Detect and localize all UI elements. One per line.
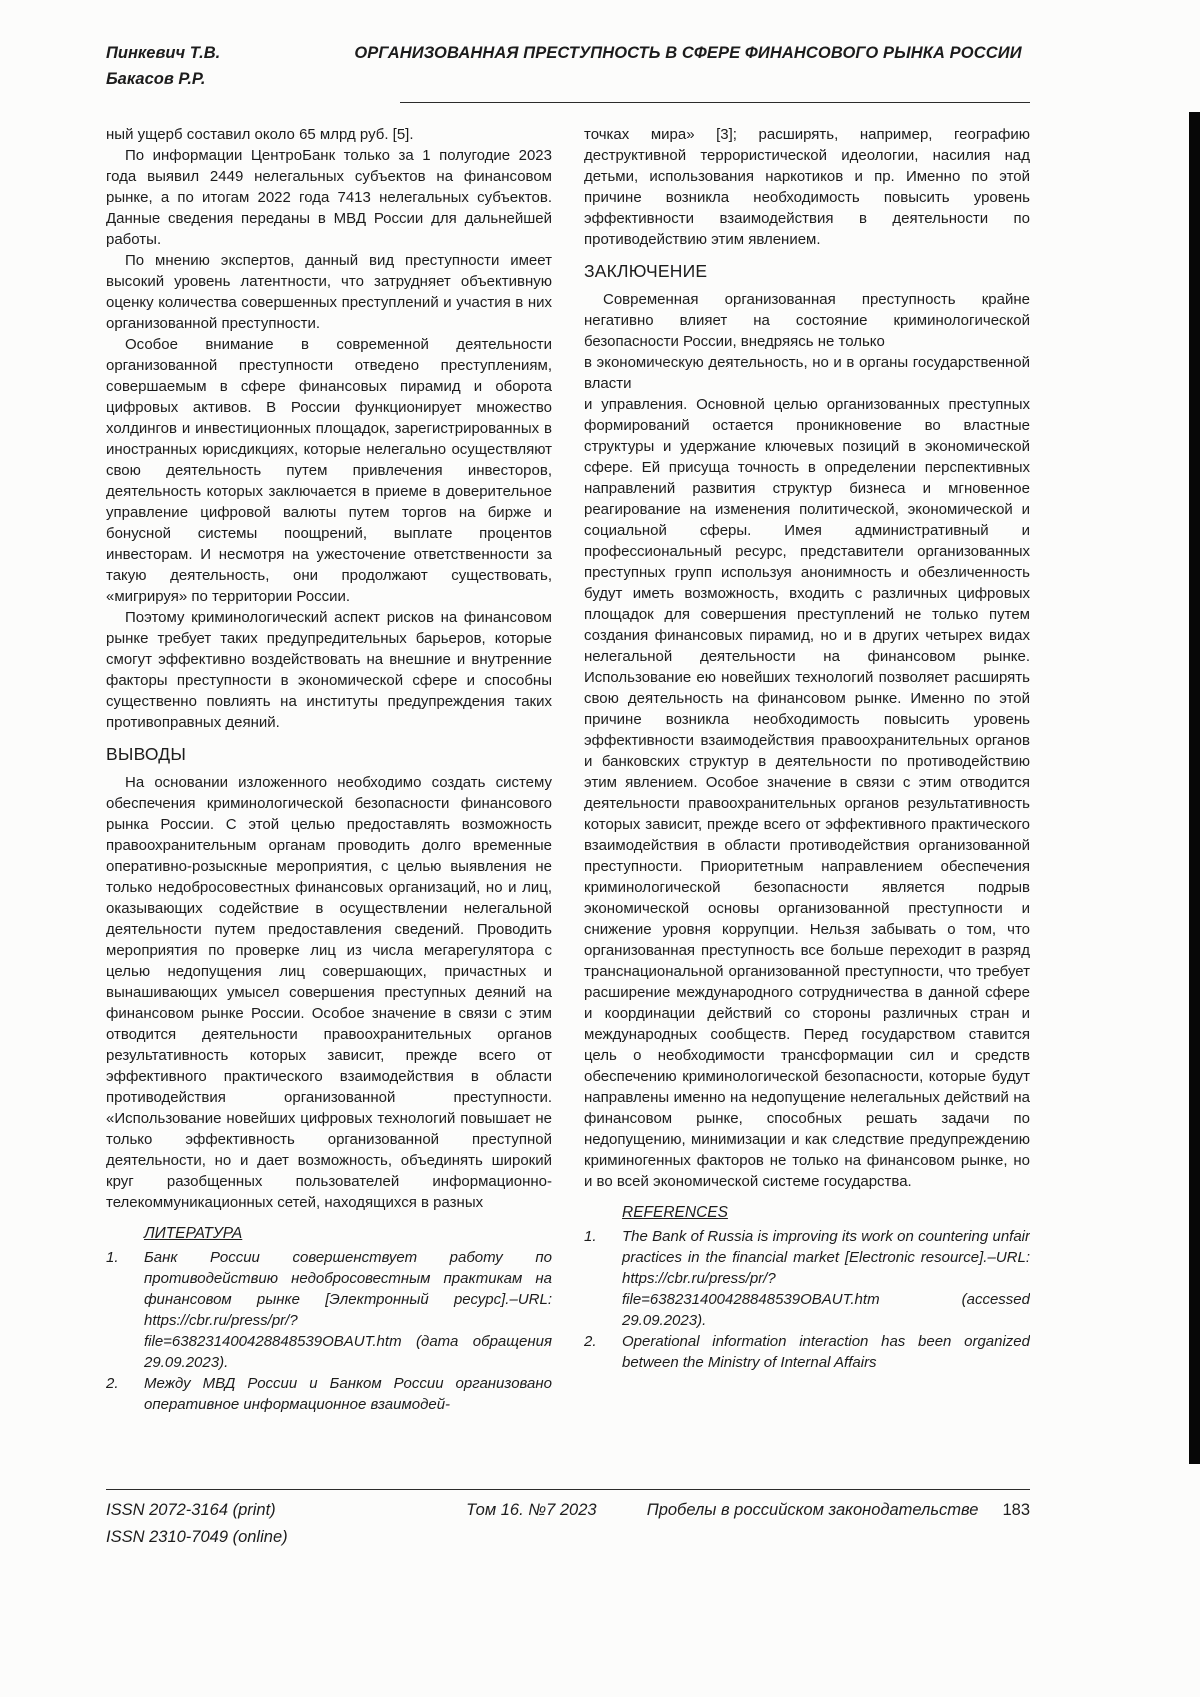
list-item-text: Банк России совершенствует работу по противодействию недобросовестным практикам на финансовом рынке [Электронный ресурс].–URL: https://cbr.ru/press/pr/?file=638231400428848539OBAUT.htm (дата обращения 29.09.2023). bbox=[144, 1249, 552, 1371]
issn-online: ISSN 2310-7049 (online) bbox=[106, 1528, 288, 1546]
list-item-number: 1. bbox=[106, 1249, 119, 1266]
paragraph: в экономическую деятельность, но и в органы государственной власти bbox=[584, 354, 1030, 392]
paragraph: По информации ЦентроБанк только за 1 полугодие 2023 года выявил 2449 нелегальных субъектов на финансовом рынке, а по итогам 2022 года 7413 нелегальных субъектов. Данные сведения переданы в МВД России для дальнейшей работы. bbox=[106, 147, 552, 248]
right-column bbox=[584, 124, 1030, 1415]
paper-title: ОРГАНИЗОВАННАЯ ПРЕСТУПНОСТЬ В СФЕРЕ ФИНАНСОВОГО РЫНКА РОССИИ bbox=[354, 44, 1022, 62]
paragraph: и управления. Основной целью организованных преступных формирований остается проникновение во властные структуры и удержание ключевых позиций в экономической сфере. Ей присуща точность в определении перспективных направлений развития структур бизнеса и мгновенное реагирование на изменения политической, экономической и социальной сферы. Имея административный и профессиональный ресурс, представители организованных преступных групп используя анонимность и обезличенность будут иметь возможность, входить с различных цифровых площадок для совершения преступлений не только путем создания финансовых пирамид, но и в других четырех видах нелегальной деятельности на финансовом рынке. Использование ею новейших технологий позволяет расширять свою деятельность на финансовом рынке. Именно по этой причине возникла необходимость повысить уровень эффективности взаимодействия правоохранительных органов и банковских структур в деятельности по противодействию этим явлением. Особое значение в связи с этим отводится деятельности правоохранительных органов результативность которых зависит, прежде всего от эффективного практического взаимодействия в области противодействия организованной преступности. Приоритетным направлением обеспечения криминологической безопасности является подрыв экономической основы организованной преступности и снижение уровня коррупции. Нельзя забывать о том, что организованная преступность все больше переходит в разряд транснациональной организованной преступности, что требует расширение международного сотрудничества в данной сфере и координации действий со стороны различных стран и международных сообществ. Перед государством ставится цель о необходимости трансформации сил и средств обеспечению криминологической безопасности, которые будут направлены именно на недопущение нелегальных действий на финансовом рынке, способных решать задачи по недопущению, минимизации и как следствие предупреждению криминогенных факторов не только на финансовом рынке, но и во всей экономической системе государства. bbox=[584, 396, 1030, 1190]
authors-block bbox=[106, 40, 346, 92]
list-item-number: 2. bbox=[106, 1375, 119, 1392]
author-line-2: Бакасов Р.Р. bbox=[106, 70, 206, 88]
left-column bbox=[106, 124, 552, 1415]
literature-heading: ЛИТЕРАТУРА bbox=[144, 1225, 243, 1242]
author-line-1: Пинкевич Т.В. bbox=[106, 44, 221, 62]
article-body bbox=[106, 124, 1030, 1415]
footer-right-block bbox=[647, 1497, 1030, 1524]
journal-name: Пробелы в российском законодательстве bbox=[646, 1501, 979, 1519]
list-item-text: Между МВД России и Банком России организовано оперативное информационное взаимодей- bbox=[144, 1375, 552, 1413]
literature-item bbox=[106, 1247, 552, 1373]
reference-item bbox=[584, 1331, 1030, 1373]
continuation-paragraph: ный ущерб составил около 65 млрд руб. [5]. bbox=[106, 126, 414, 143]
paragraph: Особое внимание в современной деятельности организованной преступности отведено преступлениям, совершаемым в сфере финансовых пирамид и оборота цифровых активов. В России функционирует множество холдингов и инвестиционных площадок, зарегистрированных в иностранных юрисдикциях, которые нелегально осуществляют свою деятельность путем привлечения инвесторов, деятельность которых заключается в приеме в доверительное управление цифровой валюты путем торгов на бирже и бонусной системы поощрений, выплате процентов инвесторам. И несмотря на ужесточение ответственности за такую деятельность, они продолжают существовать, «мигрируя» по территории России. bbox=[106, 336, 552, 605]
footer-rule bbox=[106, 1489, 1030, 1490]
page-footer bbox=[106, 1497, 1030, 1551]
paragraph: Поэтому криминологический аспект рисков на финансовом рынке требует таких предупредительных барьеров, которые смогут эффективно воздействовать на внешние и внутренние факторы преступности в экономической сфере и способны существенно повлиять на институты предупреждения таких противоправных деяний. bbox=[106, 609, 552, 731]
literature-item bbox=[106, 1373, 552, 1415]
scan-artifact-bar bbox=[1189, 112, 1200, 1464]
header-rule bbox=[400, 102, 1030, 103]
issn-print: ISSN 2072-3164 (print) bbox=[106, 1501, 276, 1519]
paragraph: На основании изложенного необходимо создать систему обеспечения криминологической безопасности финансового рынка России. С этой целью предоставлять возможность правоохранительным органам проводить долго временные оперативно-розыскные мероприятия, с целью выявления не только недобросовестных финансовых организаций, но и лиц, оказывающих содействие в осуществлении нелегальной деятельности путем предоставления сведений. Проводить мероприятия по проверке лиц из числа мегарегулятора с целью недопущения лиц совершающих, причастных и вынашивающих умысел совершения преступных деяний на финансовом рынке России. Особое значение в связи с этим отводится деятельности правоохранительных органов результативность которых зависит, прежде всего от эффективного практического взаимодействия в области противодействия организованной преступности. «Использование новейших цифровых технологий повышает не только эффективность организованной преступной деятельности, но и дает возможность, объединять широкий круг разобщенных пользователей информационно-телекоммуникационных сетей, находящихся в разных bbox=[106, 774, 552, 1211]
list-item-number: 2. bbox=[584, 1333, 597, 1350]
section-heading-zakluchenie: ЗАКЛЮЧЕНИЕ bbox=[584, 261, 708, 281]
page-number: 183 bbox=[1002, 1501, 1030, 1519]
references-heading: REFERENCES bbox=[622, 1204, 728, 1221]
issn-block bbox=[106, 1497, 416, 1551]
volume-info: Том 16. №7 2023 bbox=[466, 1501, 597, 1519]
reference-item bbox=[584, 1226, 1030, 1331]
paragraph: По мнению экспертов, данный вид преступности имеет высокий уровень латентности, что затрудняет объективную оценку количества совершенных преступлений и участия в них организованной преступности. bbox=[106, 252, 552, 332]
paragraph: Современная организованная преступность крайне негативно влияет на состояние криминологической безопасности России, внедряясь не только bbox=[584, 291, 1030, 350]
page-header bbox=[106, 40, 1030, 92]
continuation-paragraph: точках мира» [3]; расширять, например, географию деструктивной террористической идеологии, насилия над детьми, использования наркотиков и пр. Именно по этой причине возникла необходимость повысить уровень эффективности взаимодействия в деятельности по противодействию этим явлением. bbox=[584, 126, 1030, 248]
list-item-text: The Bank of Russia is improving its work on countering unfair practices in the financial market [Electronic resource].–URL: https://cbr.ru/press/pr/?file=638231400428848539OBAUT.htm (accessed 29.09.2023). bbox=[622, 1228, 1030, 1329]
section-heading-conclusions-ru: ВЫВОДЫ bbox=[106, 744, 187, 764]
list-item-text: Operational information interaction has been organized between the Ministry of Internal Affairs bbox=[622, 1333, 1030, 1371]
list-item-number: 1. bbox=[584, 1228, 597, 1245]
